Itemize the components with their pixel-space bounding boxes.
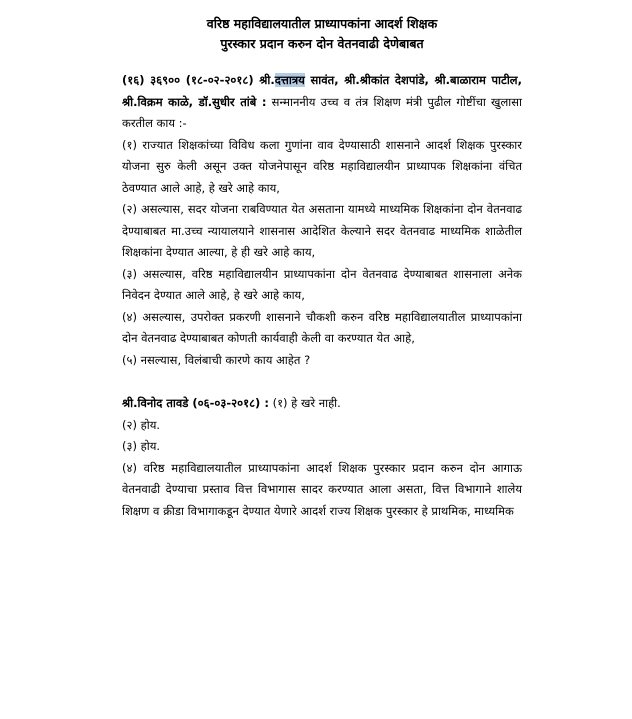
question-header-prefix: (१६) ३६९०० (१८-०२-२०१८) श्री.	[122, 73, 275, 87]
question-header-suffix: सावंत, श्री.श्रीकांत देशपांडे, श्री.बाळाराम पाटील, श्री.विक्रम काळे, डॉ.सुधीर तांबे :	[122, 73, 522, 109]
answer-minister: श्री.विनोद तावडे (०६-०३-२०१८) :	[122, 396, 269, 410]
question-intro: सन्माननीय उच्च व तंत्र शिक्षण मंत्री पुढील गोष्टींचा खुलासा करतील काय :-	[122, 94, 522, 130]
question-item-1: (१) राज्यात शिक्षकांच्या विविध कला गुणांना वाव देण्यासाठी शासनाने आदर्श शिक्षक पुरस्कार योजना सुरु केली असून उक्त योजनेपासून वरिष्ठ महाविद्यालयीन प्राध्यापक शिक्षकांना वंचित ठेवण्यात आले आहे, हे खरे आहे काय,	[122, 137, 522, 195]
title-line-1: वरिष्ठ महाविद्यालयातील प्राध्यापकांना आदर्श शिक्षक	[206, 16, 438, 31]
question-item-2: (२) असल्यास, सदर योजना राबविण्यात येत असताना यामध्ये माध्यमिक शिक्षकांना दोन वेतनवाढ देण्याबाबत मा.उच्च न्यायालयाने शासनास आदेशित केल्याने सदर वेतनवाढ माध्यमिक शाळेतील शिक्षकांना देण्यात आल्या, हे ही खरे आहे काय,	[122, 202, 522, 259]
answer-item-2: (२) होय.	[122, 417, 161, 432]
title-line-2: पुरस्कार प्रदान करुन दोन वेतनवाढी देणेबाबत	[220, 36, 424, 51]
answer-item-3: (३) होय.	[122, 439, 161, 453]
question-item-3: (३) असल्यास, वरिष्ठ महाविद्यालयीन प्राध्यापकांना दोन वेतनवाढ देण्याबाबत शासनाला अनेक निवेदन देण्यात आले आहे, हे खरे आहे काय,	[122, 266, 522, 302]
answer-item-1: (१) हे खरे नाही.	[268, 396, 341, 410]
question-item-4: (४) असल्यास, उपरोक्त प्रकरणी शासनाने चौकशी करुन वरिष्ठ महाविद्यालयातील प्राध्यापकांना दोन वेतनवाढ देण्याबाबत कोणती कार्यवाही केली वा करण्यात येत आहे,	[122, 309, 522, 345]
highlighted-name: दत्तात्रय	[274, 73, 305, 87]
section-spacer	[122, 371, 522, 393]
document-title	[122, 14, 522, 54]
answer-item-4: (४) वरिष्ठ महाविद्यालयातील प्राध्यापकांना आदर्श शिक्षक पुरस्कार प्रदान करुन दोन आगाऊ वेतनवाढी देण्याचा प्रस्ताव वित्त विभागास सादर करण्यात आला असता, वित्त विभागाने शालेय शिक्षण व क्रीडा विभागाकडून देण्यात येणारे आदर्श राज्य शिक्षक पुरस्कार हे प्राथमिक, माध्यमिक	[122, 460, 522, 518]
answer-header	[122, 393, 522, 415]
question-item-5: (५) नसल्यास, विलंबाची कारणे काय आहेत ?	[122, 352, 311, 367]
question-header	[122, 70, 522, 135]
